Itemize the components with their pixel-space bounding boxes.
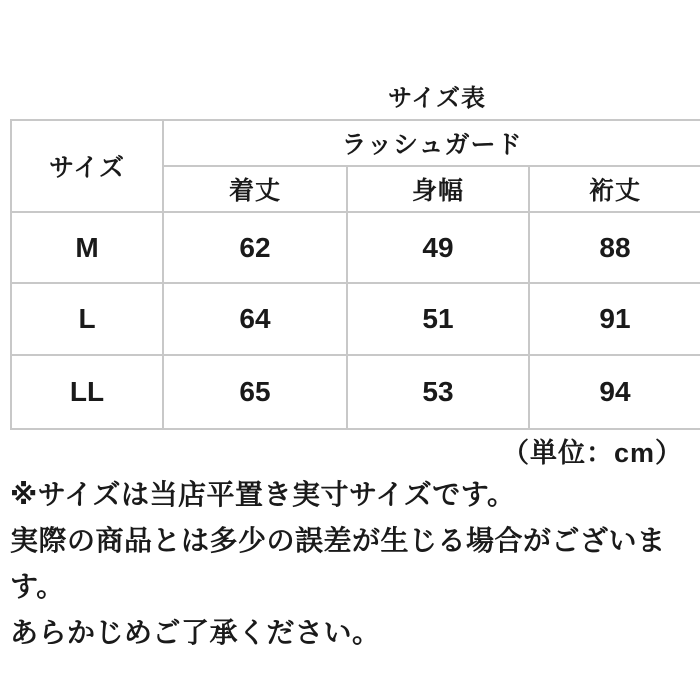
col-header-body-width: 身幅	[347, 166, 529, 212]
value-ll-body-width: 53	[347, 355, 529, 429]
value-m-body-width: 49	[347, 212, 529, 283]
value-l-body-length: 64	[163, 283, 347, 355]
value-l-body-width: 51	[347, 283, 529, 355]
size-table	[10, 119, 700, 430]
table-header-row-group	[11, 120, 700, 166]
size-label-ll: LL	[11, 355, 163, 429]
note-line-3: あらかじめご了承ください。	[10, 617, 381, 648]
size-label-l: L	[11, 283, 163, 355]
table-row-ll	[11, 355, 700, 429]
value-ll-body-length: 65	[163, 355, 347, 429]
value-ll-sleeve-length: 94	[529, 355, 700, 429]
col-header-sleeve-length: 裄丈	[529, 166, 700, 212]
col-header-body-length: 着丈	[163, 166, 347, 212]
size-column-header: サイズ	[11, 120, 163, 212]
size-chart-title: サイズ表	[387, 85, 487, 112]
value-m-sleeve-length: 88	[529, 212, 700, 283]
table-row-m	[11, 212, 700, 283]
product-group-header: ラッシュガード	[163, 120, 700, 166]
size-label-m: M	[11, 212, 163, 283]
table-row-l	[11, 283, 700, 355]
disclaimer-notes	[10, 472, 700, 656]
note-line-1: ※サイズは当店平置き実寸サイズです。	[10, 479, 516, 510]
note-line-2: 実際の商品とは多少の誤差が生じる場合がございます。	[10, 525, 666, 602]
value-l-sleeve-length: 91	[529, 283, 700, 355]
unit-note: （単位：cm）	[501, 438, 683, 468]
value-m-body-length: 62	[163, 212, 347, 283]
